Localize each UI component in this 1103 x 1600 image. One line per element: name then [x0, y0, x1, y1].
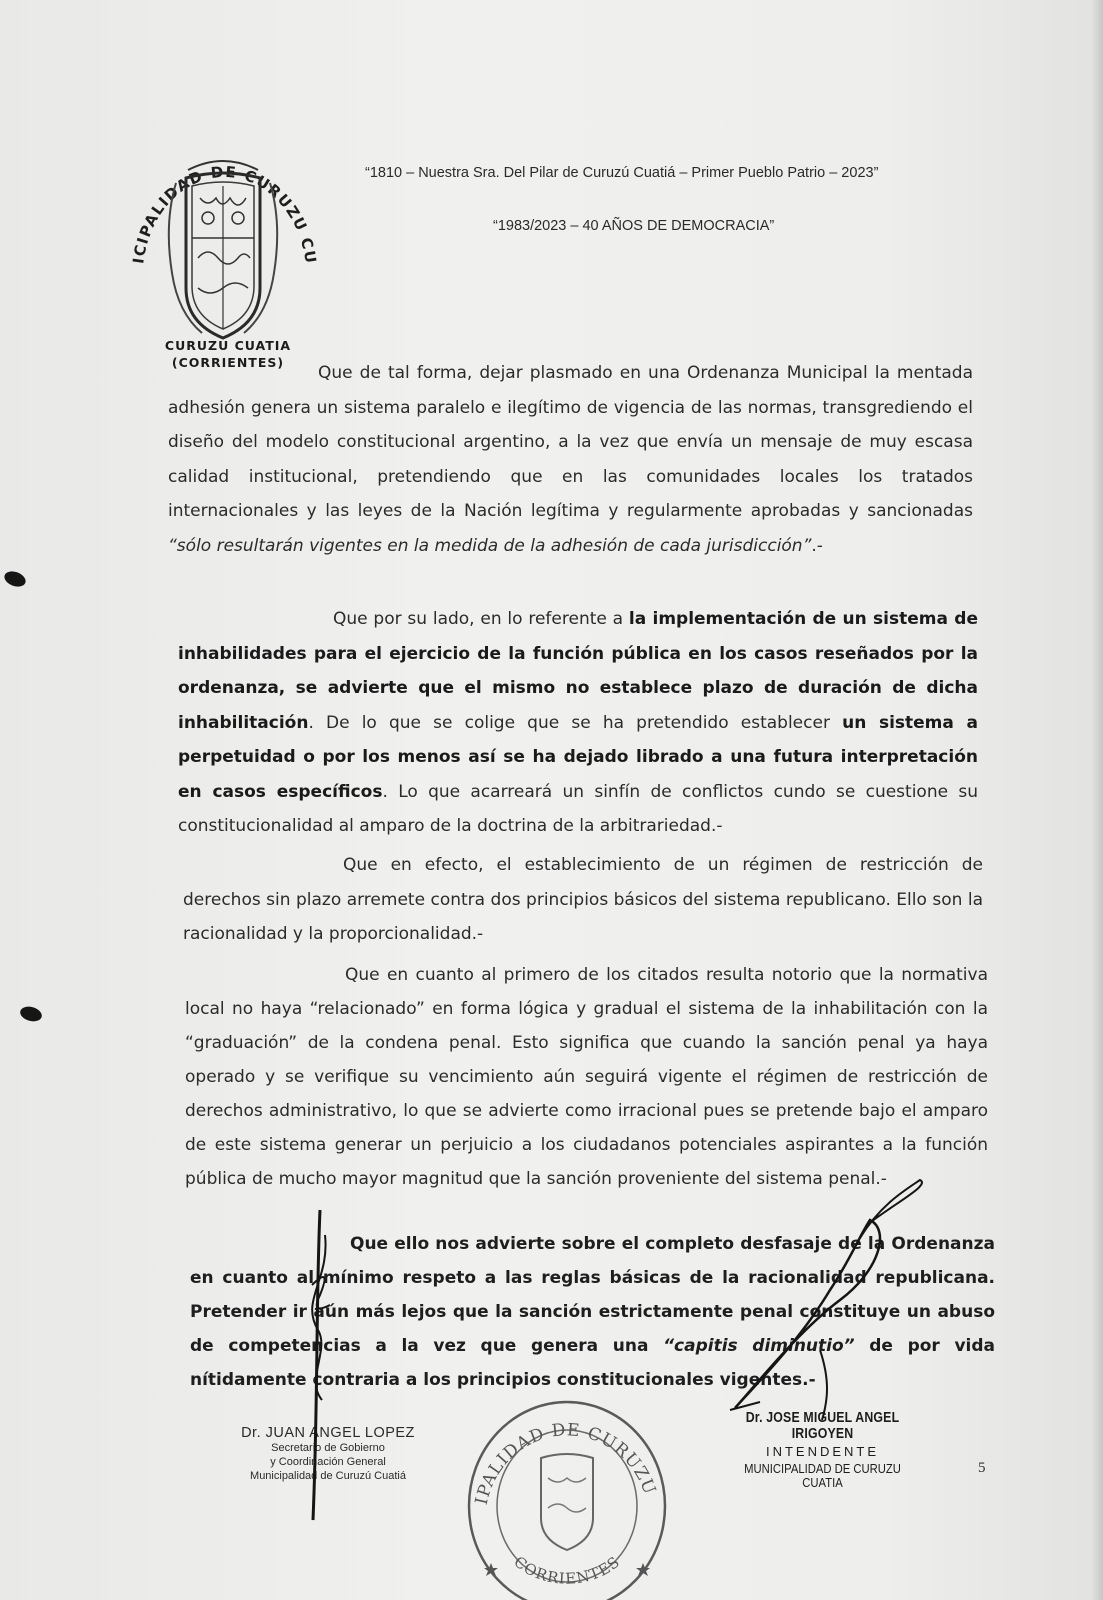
- paragraph-2-text-c: . Lo que acarreará un sinfín de conflictos cundo se cuestione su constitucionalidad al amparo de la doctrina de la arbitrariedad.-: [178, 781, 978, 836]
- paragraph-5-quote: “capitis diminutio”: [663, 1336, 855, 1356]
- paragraph-3-text: Que en efecto, el establecimiento de un régimen de restricción de derechos sin plazo arremete contra dos principios básicos del sistema republicano. Ello son la racionalidad y la proporcionalidad.-: [183, 855, 983, 944]
- paragraph-1-end: .-: [811, 535, 823, 556]
- paragraph-2-bold-a: la implementación de un sistema de inhabilidades para el ejercicio de la función pública en los casos reseñados por la ordenanza, se advierte que el mismo no establece plazo de duración de dicha inhabilitación: [178, 609, 978, 733]
- paragraph-2: [178, 602, 978, 844]
- paragraph-2-bold-b: un sistema a perpetuidad o por los menos así se ha dejado librado a una futura interpretación en casos específicos: [178, 712, 978, 802]
- page-number: 5: [978, 1460, 986, 1476]
- signature-block-mayor: [715, 1410, 930, 1490]
- punch-hole: [2, 569, 27, 590]
- paragraph-5-text-a: Que ello nos advierte sobre el completo desfasaje de la Ordenanza en cuanto al mínimo respeto a las reglas básicas de la racionalidad republicana. Pretender ir aún más lejos que la sanción estrictamente penal constituye un abuso de competencias a la vez que genera una: [190, 1234, 995, 1356]
- paragraph-1-quote: “sólo resultarán vigentes en la medida de la adhesión de cada jurisdicción”: [168, 535, 812, 556]
- svg-text:CORRIENTES: CORRIENTES: [510, 1552, 624, 1588]
- signer-name: Dr. JOSE MIGUEL ANGEL IRIGOYEN: [745, 1410, 900, 1442]
- svg-text:MUNICIPALIDAD DE CURUZU CUATIA: IPALIDAD DE CURUZU: [471, 1420, 660, 1507]
- punch-hole: [19, 1004, 44, 1023]
- paragraph-2-text-a: Que por su lado, en lo referente a: [333, 609, 629, 629]
- signature-block-secretary: [228, 1425, 428, 1483]
- paragraph-1-text: Que de tal forma, dejar plasmado en una Ordenanza Municipal la mentada adhesión genera un sistema paralelo e ilegítimo de vigencia de las normas, transgrediendo el diseño del modelo constitucional argentino, a la vez que envía un mensaje de muy escasa calidad institucional, pretendiendo que en las comunidades locales los tratados internacionales y las leyes de la Nación legítima y regularmente aprobadas y sancionadas: [168, 363, 973, 521]
- seal-caption-city: CURUZU CUATIA: [164, 338, 292, 353]
- paragraph-1: [168, 356, 973, 563]
- signer-name: Dr. JUAN ANGEL LOPEZ: [241, 1425, 415, 1441]
- official-round-stamp: [456, 1388, 676, 1600]
- signer-title-line: Municipalidad de Curuzú Cuatiá: [250, 1470, 406, 1482]
- paragraph-2-text-b: . De lo que se colige que se ha pretendido establecer: [308, 712, 843, 733]
- signer-title-line: y Coordinación General: [270, 1456, 386, 1468]
- header-motto-1: “1810 – Nuestra Sra. Del Pilar de Curuzú Cuatiá – Primer Pueblo Patrio – 2023”: [365, 165, 879, 181]
- signer-title-line: Secretario de Gobierno: [271, 1442, 385, 1454]
- header-motto-2: “1983/2023 – 40 AÑOS DE DEMOCRACIA”: [493, 218, 775, 234]
- paragraph-3: [183, 848, 983, 952]
- paragraph-5-text-b: de por vida nítidamente contraria a los principios constitucionales vigentes.-: [190, 1336, 995, 1390]
- paragraph-4: [185, 958, 988, 1196]
- svg-text:MUNICIPALIDAD DE CURUZU CUATIA: ICIPALIDAD DE CURUZU CU: [129, 162, 318, 266]
- paragraph-4-text: Que en cuanto al primero de los citados resulta notorio que la normativa local no haya “relacionado” en forma lógica y gradual el sistema de la inhabilitación con la “graduación” de la condena penal. Esto significa que cuando la sanción penal ya haya operado y se verifique su vencimiento aún seguirá vigente el régimen de restricción de derechos administrativo, lo que se advierte como irracional pues se pretende bajo el amparo de este sistema generar un perjuicio a los ciudadanos potenciales aspirantes a la función pública de mucho mayor magnitud que la sanción proveniente del sistema penal.-: [185, 965, 988, 1189]
- signer-municipality: MUNICIPALIDAD DE CURUZU CUATIA: [744, 1462, 901, 1490]
- seal-caption-province: (CORRIENTES): [171, 355, 285, 370]
- paragraph-5: [190, 1227, 995, 1397]
- page-edge-shadow: [1091, 0, 1103, 1600]
- signer-role: INTENDENTE: [765, 1444, 880, 1459]
